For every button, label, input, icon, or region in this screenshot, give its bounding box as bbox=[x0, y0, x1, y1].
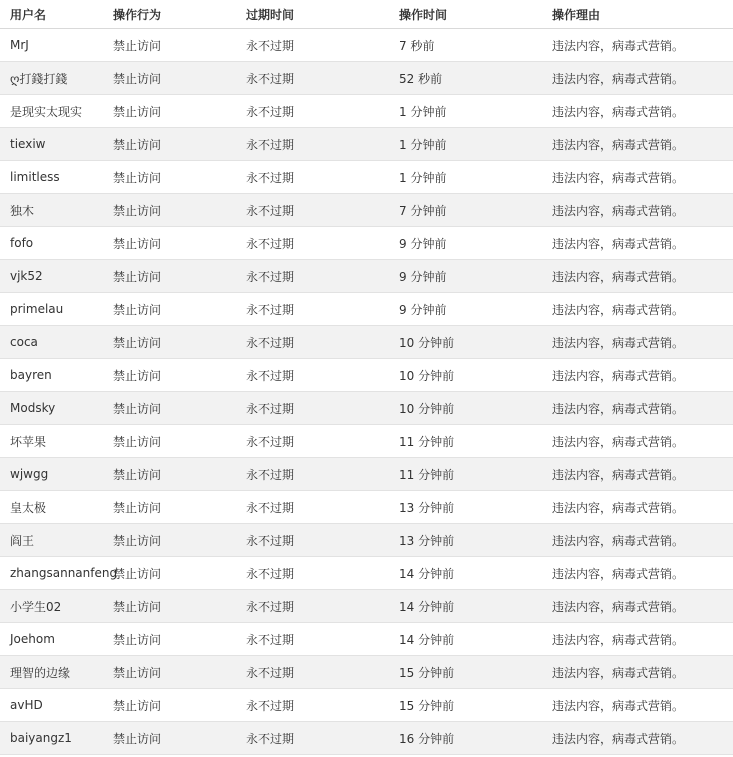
cell-action: 禁止访问 bbox=[103, 227, 236, 260]
cell-reason: 违法内容，病毒式营销。 bbox=[542, 458, 733, 491]
header-reason: 操作理由 bbox=[542, 0, 733, 29]
cell-username: 理智的边缘 bbox=[0, 656, 103, 689]
table-row bbox=[0, 293, 733, 326]
cell-reason: 违法内容，病毒式营销。 bbox=[542, 557, 733, 590]
header-expire-time: 过期时间 bbox=[236, 0, 389, 29]
table-row bbox=[0, 128, 733, 161]
cell-action: 禁止访问 bbox=[103, 425, 236, 458]
cell-operation-time: 14 分钟前 bbox=[389, 590, 542, 623]
table-row bbox=[0, 326, 733, 359]
cell-username: ღ打錢打錢 bbox=[0, 62, 103, 95]
cell-action: 禁止访问 bbox=[103, 392, 236, 425]
header-operation-time: 操作时间 bbox=[389, 0, 542, 29]
cell-username: vjk52 bbox=[0, 260, 103, 293]
cell-username: 小学生02 bbox=[0, 590, 103, 623]
cell-action: 禁止访问 bbox=[103, 491, 236, 524]
table-row bbox=[0, 227, 733, 260]
cell-action: 禁止访问 bbox=[103, 623, 236, 656]
table-row bbox=[0, 260, 733, 293]
cell-operation-time: 52 秒前 bbox=[389, 62, 542, 95]
cell-operation-time: 11 分钟前 bbox=[389, 425, 542, 458]
cell-expire-time: 永不过期 bbox=[236, 689, 389, 722]
cell-username: limitless bbox=[0, 161, 103, 194]
table-row bbox=[0, 359, 733, 392]
header-action: 操作行为 bbox=[103, 0, 236, 29]
table-row bbox=[0, 458, 733, 491]
cell-reason: 违法内容，病毒式营销。 bbox=[542, 29, 733, 62]
cell-username: bayren bbox=[0, 359, 103, 392]
cell-action: 禁止访问 bbox=[103, 128, 236, 161]
table-row bbox=[0, 29, 733, 62]
cell-username: MrJ bbox=[0, 29, 103, 62]
cell-reason: 违法内容，病毒式营销。 bbox=[542, 623, 733, 656]
table-row bbox=[0, 194, 733, 227]
cell-reason: 违法内容，病毒式营销。 bbox=[542, 590, 733, 623]
cell-action: 禁止访问 bbox=[103, 524, 236, 557]
cell-expire-time: 永不过期 bbox=[236, 557, 389, 590]
cell-reason: 违法内容，病毒式营销。 bbox=[542, 359, 733, 392]
cell-action: 禁止访问 bbox=[103, 458, 236, 491]
cell-operation-time: 14 分钟前 bbox=[389, 557, 542, 590]
table-row bbox=[0, 95, 733, 128]
cell-operation-time: 10 分钟前 bbox=[389, 359, 542, 392]
cell-reason: 违法内容，病毒式营销。 bbox=[542, 689, 733, 722]
cell-action: 禁止访问 bbox=[103, 62, 236, 95]
table-row bbox=[0, 524, 733, 557]
cell-username: Modsky bbox=[0, 392, 103, 425]
cell-reason: 违法内容，病毒式营销。 bbox=[542, 95, 733, 128]
cell-expire-time: 永不过期 bbox=[236, 590, 389, 623]
cell-expire-time: 永不过期 bbox=[236, 458, 389, 491]
cell-username: zhangsannanfeng bbox=[0, 557, 103, 590]
cell-reason: 违法内容，病毒式营销。 bbox=[542, 392, 733, 425]
table-row bbox=[0, 425, 733, 458]
cell-action: 禁止访问 bbox=[103, 293, 236, 326]
header-row bbox=[0, 0, 733, 29]
cell-reason: 违法内容，病毒式营销。 bbox=[542, 227, 733, 260]
table-row bbox=[0, 491, 733, 524]
cell-action: 禁止访问 bbox=[103, 161, 236, 194]
table-row bbox=[0, 656, 733, 689]
cell-expire-time: 永不过期 bbox=[236, 62, 389, 95]
cell-action: 禁止访问 bbox=[103, 194, 236, 227]
cell-operation-time: 13 分钟前 bbox=[389, 491, 542, 524]
table-row bbox=[0, 590, 733, 623]
cell-operation-time: 1 分钟前 bbox=[389, 161, 542, 194]
cell-operation-time: 11 分钟前 bbox=[389, 458, 542, 491]
cell-expire-time: 永不过期 bbox=[236, 656, 389, 689]
table-row bbox=[0, 161, 733, 194]
cell-reason: 违法内容，病毒式营销。 bbox=[542, 326, 733, 359]
cell-username: 是现实太现实 bbox=[0, 95, 103, 128]
cell-operation-time: 10 分钟前 bbox=[389, 392, 542, 425]
cell-reason: 违法内容，病毒式营销。 bbox=[542, 425, 733, 458]
cell-action: 禁止访问 bbox=[103, 260, 236, 293]
cell-action: 禁止访问 bbox=[103, 722, 236, 755]
cell-username: 独木 bbox=[0, 194, 103, 227]
cell-expire-time: 永不过期 bbox=[236, 392, 389, 425]
cell-operation-time: 9 分钟前 bbox=[389, 227, 542, 260]
cell-operation-time: 9 分钟前 bbox=[389, 293, 542, 326]
cell-action: 禁止访问 bbox=[103, 689, 236, 722]
cell-operation-time: 15 分钟前 bbox=[389, 656, 542, 689]
cell-operation-time: 7 秒前 bbox=[389, 29, 542, 62]
cell-reason: 违法内容，病毒式营销。 bbox=[542, 491, 733, 524]
cell-expire-time: 永不过期 bbox=[236, 95, 389, 128]
table-row bbox=[0, 62, 733, 95]
cell-operation-time: 10 分钟前 bbox=[389, 326, 542, 359]
table-row bbox=[0, 722, 733, 755]
table-body bbox=[0, 29, 733, 755]
cell-expire-time: 永不过期 bbox=[236, 623, 389, 656]
cell-action: 禁止访问 bbox=[103, 557, 236, 590]
table-row bbox=[0, 623, 733, 656]
cell-operation-time: 7 分钟前 bbox=[389, 194, 542, 227]
header-username: 用户名 bbox=[0, 0, 103, 29]
cell-reason: 违法内容，病毒式营销。 bbox=[542, 128, 733, 161]
cell-operation-time: 9 分钟前 bbox=[389, 260, 542, 293]
cell-reason: 违法内容，病毒式营销。 bbox=[542, 524, 733, 557]
cell-action: 禁止访问 bbox=[103, 656, 236, 689]
cell-expire-time: 永不过期 bbox=[236, 227, 389, 260]
cell-reason: 违法内容，病毒式营销。 bbox=[542, 161, 733, 194]
table-header bbox=[0, 0, 733, 29]
cell-username: tiexiw bbox=[0, 128, 103, 161]
cell-username: wjwgg bbox=[0, 458, 103, 491]
cell-operation-time: 15 分钟前 bbox=[389, 689, 542, 722]
cell-username: 阎王 bbox=[0, 524, 103, 557]
cell-action: 禁止访问 bbox=[103, 95, 236, 128]
cell-action: 禁止访问 bbox=[103, 326, 236, 359]
cell-reason: 违法内容，病毒式营销。 bbox=[542, 194, 733, 227]
cell-username: 坏苹果 bbox=[0, 425, 103, 458]
cell-expire-time: 永不过期 bbox=[236, 128, 389, 161]
cell-expire-time: 永不过期 bbox=[236, 194, 389, 227]
cell-expire-time: 永不过期 bbox=[236, 29, 389, 62]
cell-action: 禁止访问 bbox=[103, 590, 236, 623]
cell-operation-time: 1 分钟前 bbox=[389, 95, 542, 128]
table-row bbox=[0, 392, 733, 425]
cell-action: 禁止访问 bbox=[103, 29, 236, 62]
cell-reason: 违法内容，病毒式营销。 bbox=[542, 722, 733, 755]
cell-username: primelau bbox=[0, 293, 103, 326]
cell-expire-time: 永不过期 bbox=[236, 722, 389, 755]
cell-action: 禁止访问 bbox=[103, 359, 236, 392]
cell-reason: 违法内容，病毒式营销。 bbox=[542, 656, 733, 689]
cell-operation-time: 13 分钟前 bbox=[389, 524, 542, 557]
cell-expire-time: 永不过期 bbox=[236, 260, 389, 293]
cell-expire-time: 永不过期 bbox=[236, 359, 389, 392]
cell-username: fofo bbox=[0, 227, 103, 260]
cell-username: baiyangz1 bbox=[0, 722, 103, 755]
cell-operation-time: 1 分钟前 bbox=[389, 128, 542, 161]
cell-reason: 违法内容，病毒式营销。 bbox=[542, 260, 733, 293]
table-row bbox=[0, 557, 733, 590]
cell-expire-time: 永不过期 bbox=[236, 161, 389, 194]
cell-expire-time: 永不过期 bbox=[236, 425, 389, 458]
cell-expire-time: 永不过期 bbox=[236, 326, 389, 359]
cell-reason: 违法内容，病毒式营销。 bbox=[542, 62, 733, 95]
cell-username: 皇太极 bbox=[0, 491, 103, 524]
cell-username: coca bbox=[0, 326, 103, 359]
cell-operation-time: 14 分钟前 bbox=[389, 623, 542, 656]
table-row bbox=[0, 689, 733, 722]
cell-expire-time: 永不过期 bbox=[236, 524, 389, 557]
cell-username: avHD bbox=[0, 689, 103, 722]
cell-operation-time: 16 分钟前 bbox=[389, 722, 542, 755]
cell-username: Joehom bbox=[0, 623, 103, 656]
cell-expire-time: 永不过期 bbox=[236, 293, 389, 326]
cell-expire-time: 永不过期 bbox=[236, 491, 389, 524]
cell-reason: 违法内容，病毒式营销。 bbox=[542, 293, 733, 326]
